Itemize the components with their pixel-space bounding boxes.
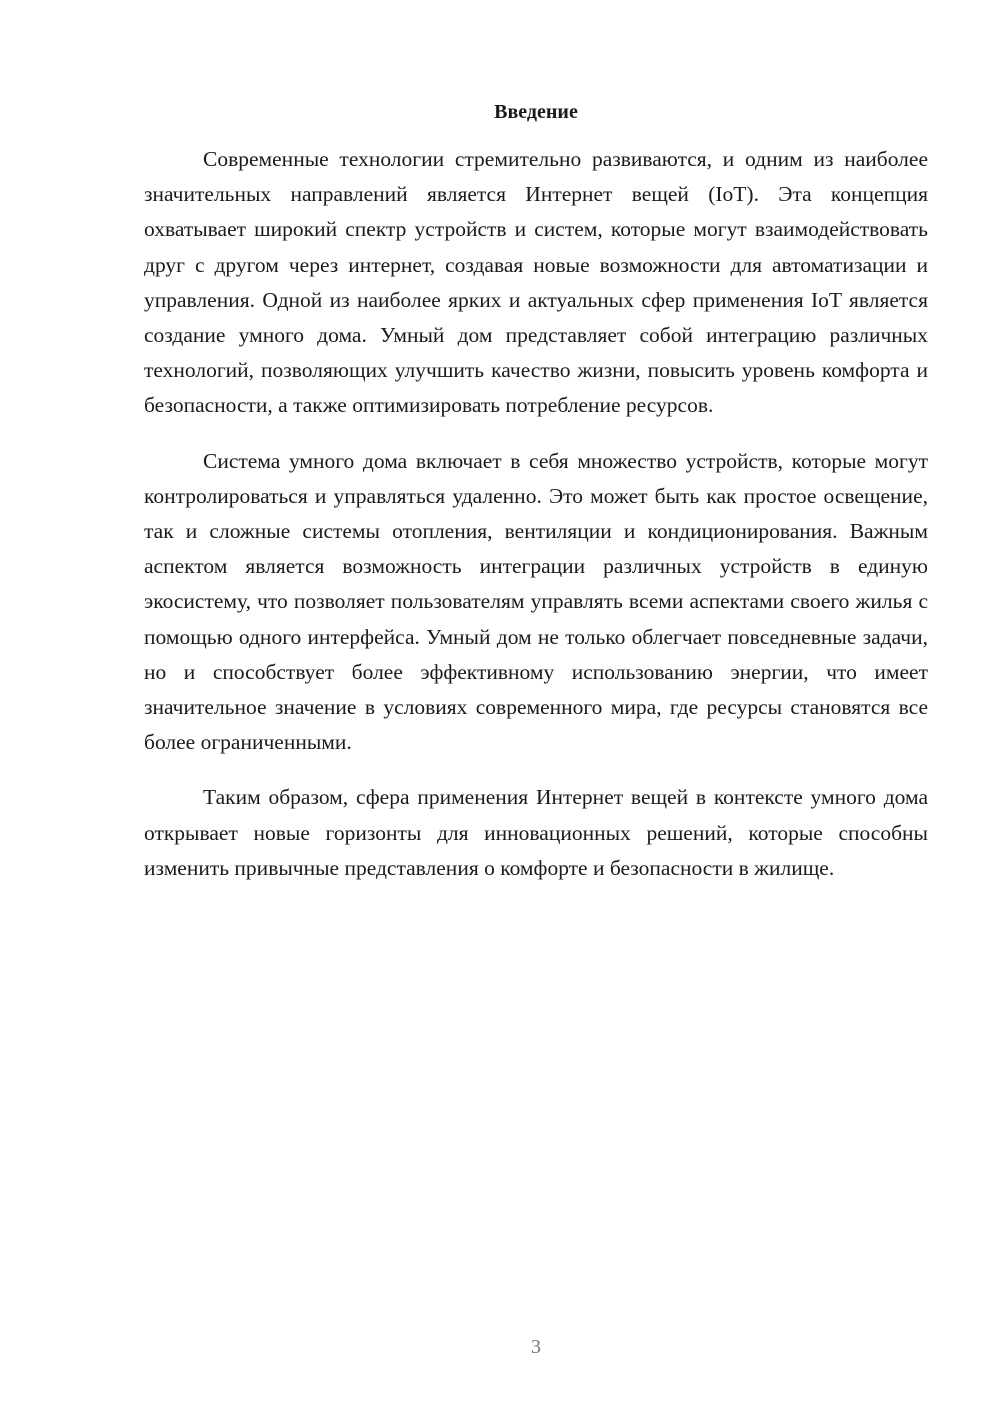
paragraph-1: Современные технологии стремительно развиваются, и одним из наиболее значительных направлений является Интернет вещей (IoT). Эта концепция охватывает широкий спектр устройств и систем, которые могут взаимодействовать друг с другом через интернет, создавая новые возможности для автоматизации и управления. Одной из наиболее ярких и актуальных сфер применения IoT является создание умного дома. Умный дом представляет собой интеграцию различных технологий, позволяющих улучшить качество жизни, повысить уровень комфорта и безопасности, а также оптимизировать потребление ресурсов. xyxy=(144,147,928,418)
section-title: Введение xyxy=(494,101,578,123)
paragraph-2: Система умного дома включает в себя множество устройств, которые могут контролироваться и управляться удаленно. Это может быть как простое освещение, так и сложные системы отопления, вентиляции и кондиционирования. Важным аспектом является возможность интеграции различных устройств в единую экосистему, что позволяет пользователям управлять всеми аспектами своего жилья с помощью одного интерфейса. Умный дом не только облегчает повседневные задачи, но и способствует более эффективному использованию энергии, что имеет значительное значение в условиях современного мира, где ресурсы становятся все более ограниченными. xyxy=(144,448,928,755)
page-number: 3 xyxy=(531,1336,541,1358)
paragraph-3: Таким образом, сфера применения Интернет вещей в контексте умного дома открывает новые горизонты для инновационных решений, которые способны изменить привычные представления о комфорте и безопасности в жилище. xyxy=(144,785,928,880)
document-body xyxy=(144,142,928,906)
